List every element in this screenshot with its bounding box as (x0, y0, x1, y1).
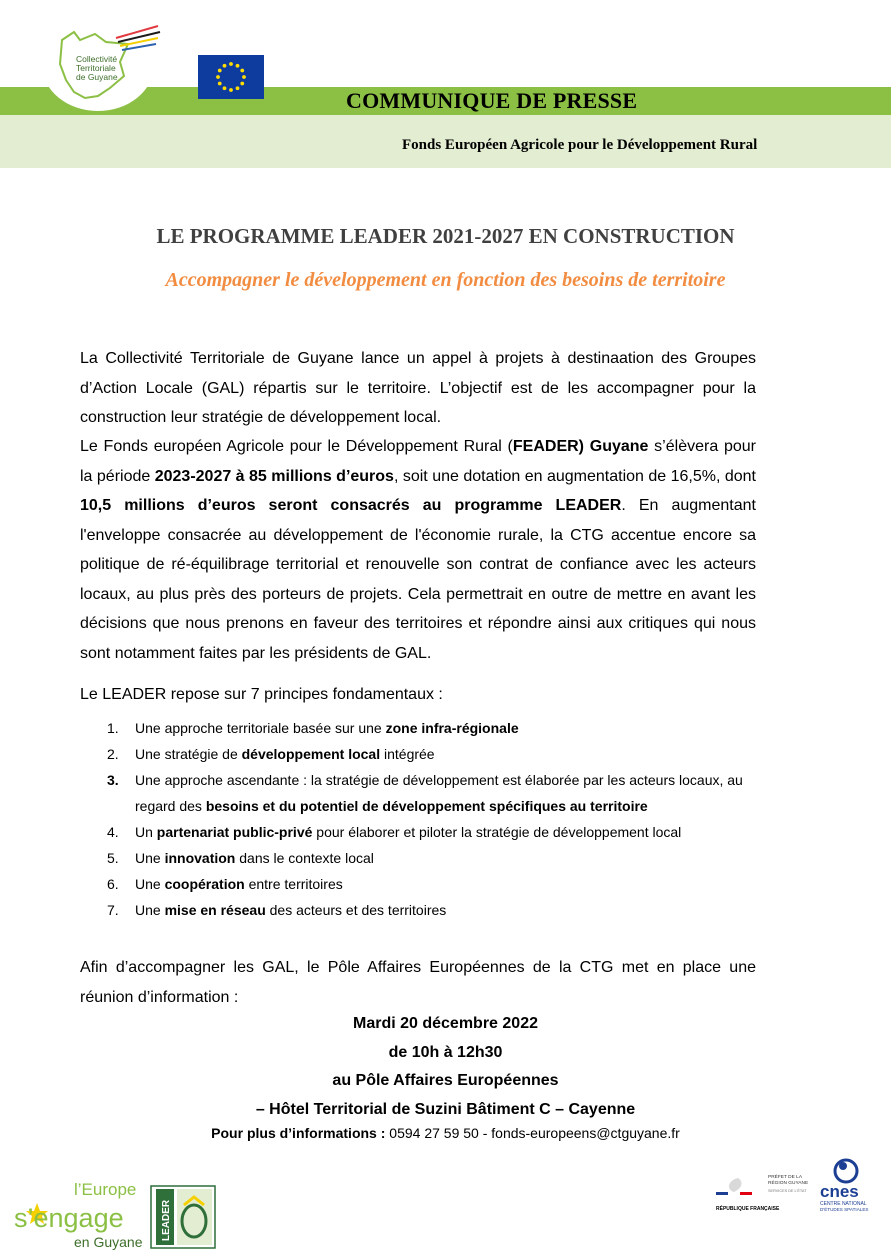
list-item-number: 2. (107, 746, 119, 762)
list-item-bold: partenariat public-privé (156, 824, 313, 840)
event-date: Mardi 20 décembre 2022 (353, 1015, 538, 1032)
feader-text-1: Le Fonds européen Agricole pour le Développement Rural ( (80, 438, 513, 455)
intro-paragraph: La Collectivité Territoriale de Guyane lance un appel à projets à destinaation des Groupes d’Action Locale (GAL) répartis sur le territoire. L’objectif est de les accompagner pour la construction leur stratégie de développement local. (80, 350, 756, 426)
press-release-title: COMMUNIQUE DE PRESSE (346, 88, 638, 113)
cnes-sub-1: CENTRE NATIONAL (820, 1201, 867, 1207)
list-item-bold: coopération (164, 876, 245, 892)
eu-star-icon (218, 82, 222, 86)
rf-line-1: PRÉFET DE LA (768, 1175, 803, 1180)
ctg-logo (40, 18, 165, 113)
feader-text-3: , soit une dotation en augmentation de 16,5%, dont (393, 467, 756, 485)
list-item-number: 1. (107, 720, 119, 736)
list-item (107, 767, 767, 819)
list-item-number: 4. (107, 824, 119, 840)
list-item-text: Un (135, 824, 157, 840)
eu-star-icon (218, 69, 222, 73)
eu-star-icon (223, 86, 227, 90)
leurope-sengage-logo (12, 1175, 162, 1255)
event-details (0, 1010, 891, 1124)
leurope-line-2: s’engage (14, 1203, 124, 1233)
eu-star-icon (240, 69, 244, 73)
eu-star-icon (229, 88, 233, 92)
list-item-text: Une approche ascendante : la stratégie de développement est élaborée par les acteurs locaux, au regard des (135, 772, 743, 814)
event-time: de 10h à 12h30 (388, 1043, 503, 1061)
eu-star-icon (242, 75, 246, 79)
principles-list (107, 715, 767, 923)
eu-flag-icon (198, 55, 264, 99)
main-title: LE PROGRAMME LEADER 2021-2027 EN CONSTRUCTION (156, 224, 735, 248)
feader-paragraph (80, 432, 756, 668)
cnes-sub-2: D'ÉTUDES SPATIALES (820, 1207, 869, 1212)
eu-star-icon (236, 64, 240, 68)
list-item (107, 897, 767, 923)
list-item-text: Une (135, 850, 165, 866)
contact-details: 0594 27 59 50 - fonds-europeens@ctguyane.fr (385, 1125, 680, 1141)
list-item-bold: zone infra-régionale (385, 720, 519, 736)
list-item-text: Une approche territoriale basée sur une (135, 720, 386, 736)
contact-label: Pour plus d’informations : (211, 1125, 386, 1141)
fund-name: Fonds Européen Agricole pour le Développement Rural (402, 137, 758, 153)
rf-line-2: RÉGION GUYANE (768, 1181, 809, 1186)
list-item (107, 845, 767, 871)
list-item-text-end: entre territoires (244, 876, 343, 892)
leader-logo-label: LEADER (161, 1199, 172, 1241)
list-item (107, 819, 767, 845)
meeting-paragraph: Afin d’accompagner les GAL, le Pôle Affaires Européennes de la CTG met en place une réunion d’information : (80, 959, 756, 1006)
list-item-bold: besoins et du potentiel de développement spécifiques au territoire (205, 798, 648, 814)
list-item-number: 5. (107, 850, 119, 866)
eu-star-icon (216, 75, 220, 79)
eu-star-icon (223, 64, 227, 68)
leurope-line-3: en Guyane (74, 1234, 143, 1250)
ctg-logo-line-1: Collectivité (76, 54, 118, 64)
list-item-text: Une (135, 902, 165, 918)
feader-text-2: s’élèvera pour la période (80, 438, 756, 485)
eu-star-icon (240, 82, 244, 86)
republique-francaise-logo (712, 1170, 812, 1218)
list-item-number: 6. (107, 876, 119, 892)
subtitle: Accompagner le développement en fonction des besoins de territoire (165, 269, 726, 291)
eu-star-icon (236, 86, 240, 90)
feader-bold-1: FEADER) Guyane (512, 438, 649, 455)
event-address: – Hôtel Territorial de Suzini Bâtiment C – Cayenne (255, 1100, 636, 1118)
event-venue: au Pôle Affaires Européennes (332, 1072, 559, 1089)
list-item (107, 715, 767, 741)
cnes-name: cnes (820, 1182, 859, 1201)
list-item-bold: mise en réseau (164, 902, 266, 918)
list-item (107, 871, 767, 897)
feader-text-4: . En augmentant l'enveloppe consacrée au développement de l'économie rurale, la CTG accentue encore sa politique de ré-équilibrage territorial et renouvelle son contrat de confiance avec les acteurs locaux, au plus près des porteurs de projets. Cela permettrait en outre de mettre en avant les décisions que nous prenons en faveur des territoires et répondre ainsi aux critiques qui nous sont notamment faites par les présidents de GAL. (80, 497, 756, 662)
list-item-text-end: pour élaborer et piloter la stratégie de développement local (312, 824, 682, 840)
principles-intro: Le LEADER repose sur 7 principes fondamentaux : (80, 686, 443, 703)
feader-bold-2: 2023-2027 à 85 millions d’euros (154, 467, 394, 485)
list-item-text-end: des acteurs et des territoires (265, 902, 447, 918)
list-item-text: Une stratégie de (135, 746, 242, 762)
list-item-number: 7. (107, 902, 119, 918)
list-item (107, 741, 767, 767)
ctg-logo-line-2: Territoriale (76, 63, 116, 73)
cnes-logo (818, 1155, 876, 1217)
list-item-bold: innovation (164, 850, 236, 866)
eu-star-icon (229, 62, 233, 66)
list-item-text-end: intégrée (380, 746, 435, 762)
contact-line (0, 1125, 891, 1141)
leader-logo (150, 1185, 216, 1249)
list-item-text: Une (135, 876, 165, 892)
feader-bold-3: 10,5 millions d’euros seront consacrés au programme LEADER (80, 497, 622, 514)
ctg-logo-line-3: de Guyane (76, 72, 118, 82)
list-item-number: 3. (107, 772, 119, 788)
list-item-bold: développement local (241, 746, 381, 762)
list-item-text-end: dans le contexte local (235, 850, 374, 866)
leurope-line-1: l’Europe (74, 1180, 137, 1199)
rf-line-3: SERVICES DE L'ÉTAT (768, 1189, 807, 1193)
rf-name: RÉPUBLIQUE FRANÇAISE (716, 1206, 780, 1212)
